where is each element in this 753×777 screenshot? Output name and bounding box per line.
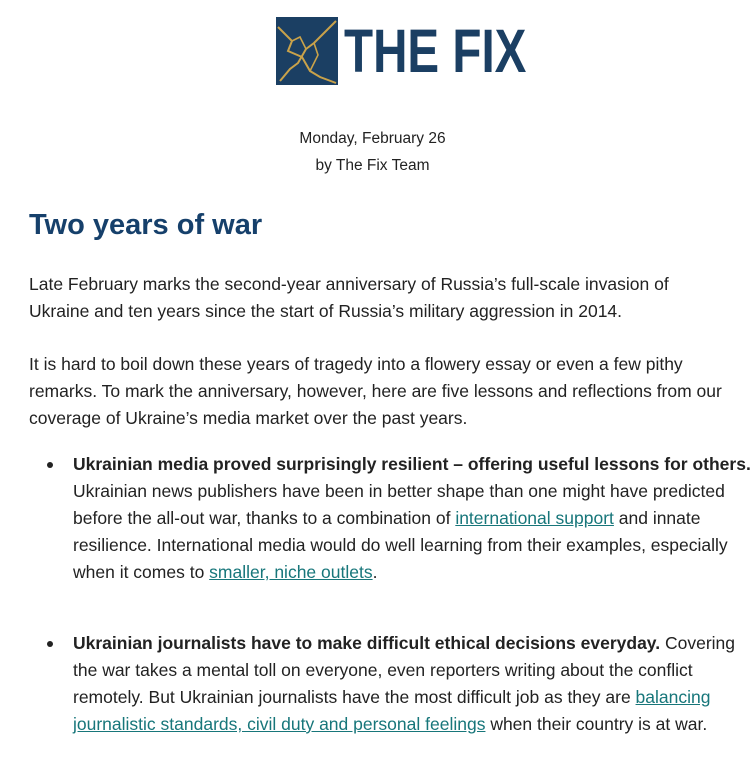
lesson-text: Ukrainian news publishers have been in better shape than one might have predicted before the all-out war, thanks to a combination of: [73, 481, 725, 528]
lesson-heading: Ukrainian media proved surprisingly resilient – offering useful lessons for others.: [73, 454, 751, 474]
logo-wordmark: THE FIX: [344, 17, 527, 85]
balancing-standards-link[interactable]: balancing journalistic standards, civil duty and personal feelings: [73, 687, 711, 734]
article-title: Two years of war: [29, 209, 263, 241]
lessons-list: [29, 451, 753, 738]
lesson-text: .: [372, 562, 378, 582]
context-paragraph: It is hard to boil down these years of tragedy into a flowery essay or even a few pithy remarks. To mark the anniversary, however, here are five lessons and reflections from our coverage of Ukraine’s media market over the past years.: [29, 354, 722, 428]
lesson-text: Covering the war takes a mental toll on everyone, even reporters writing about the conflict remotely. But Ukrainian journalists have the most difficult job as they are: [73, 633, 736, 707]
niche-outlets-link[interactable]: smaller, niche outlets: [209, 562, 373, 582]
intro-paragraph: Late February marks the second-year anniversary of Russia’s full-scale invasion of Ukraine and ten years since the start of Russia’s military aggression in 2014.: [29, 274, 669, 321]
lesson-text: and innate resilience. International media would do well learning from their examples, especially when it comes to: [73, 508, 728, 582]
the-fix-logo-mark-icon: [276, 17, 338, 85]
byline: by The Fix Team: [315, 157, 430, 174]
lesson-heading: Ukrainian journalists have to make difficult ethical decisions everyday.: [73, 633, 661, 653]
list-item: [73, 451, 753, 586]
international-support-link[interactable]: international support: [455, 508, 614, 528]
list-item: [73, 630, 753, 738]
lesson-text: when their country is at war.: [485, 714, 708, 734]
the-fix-logo[interactable]: [276, 17, 527, 85]
issue-date: Monday, February 26: [299, 130, 446, 147]
